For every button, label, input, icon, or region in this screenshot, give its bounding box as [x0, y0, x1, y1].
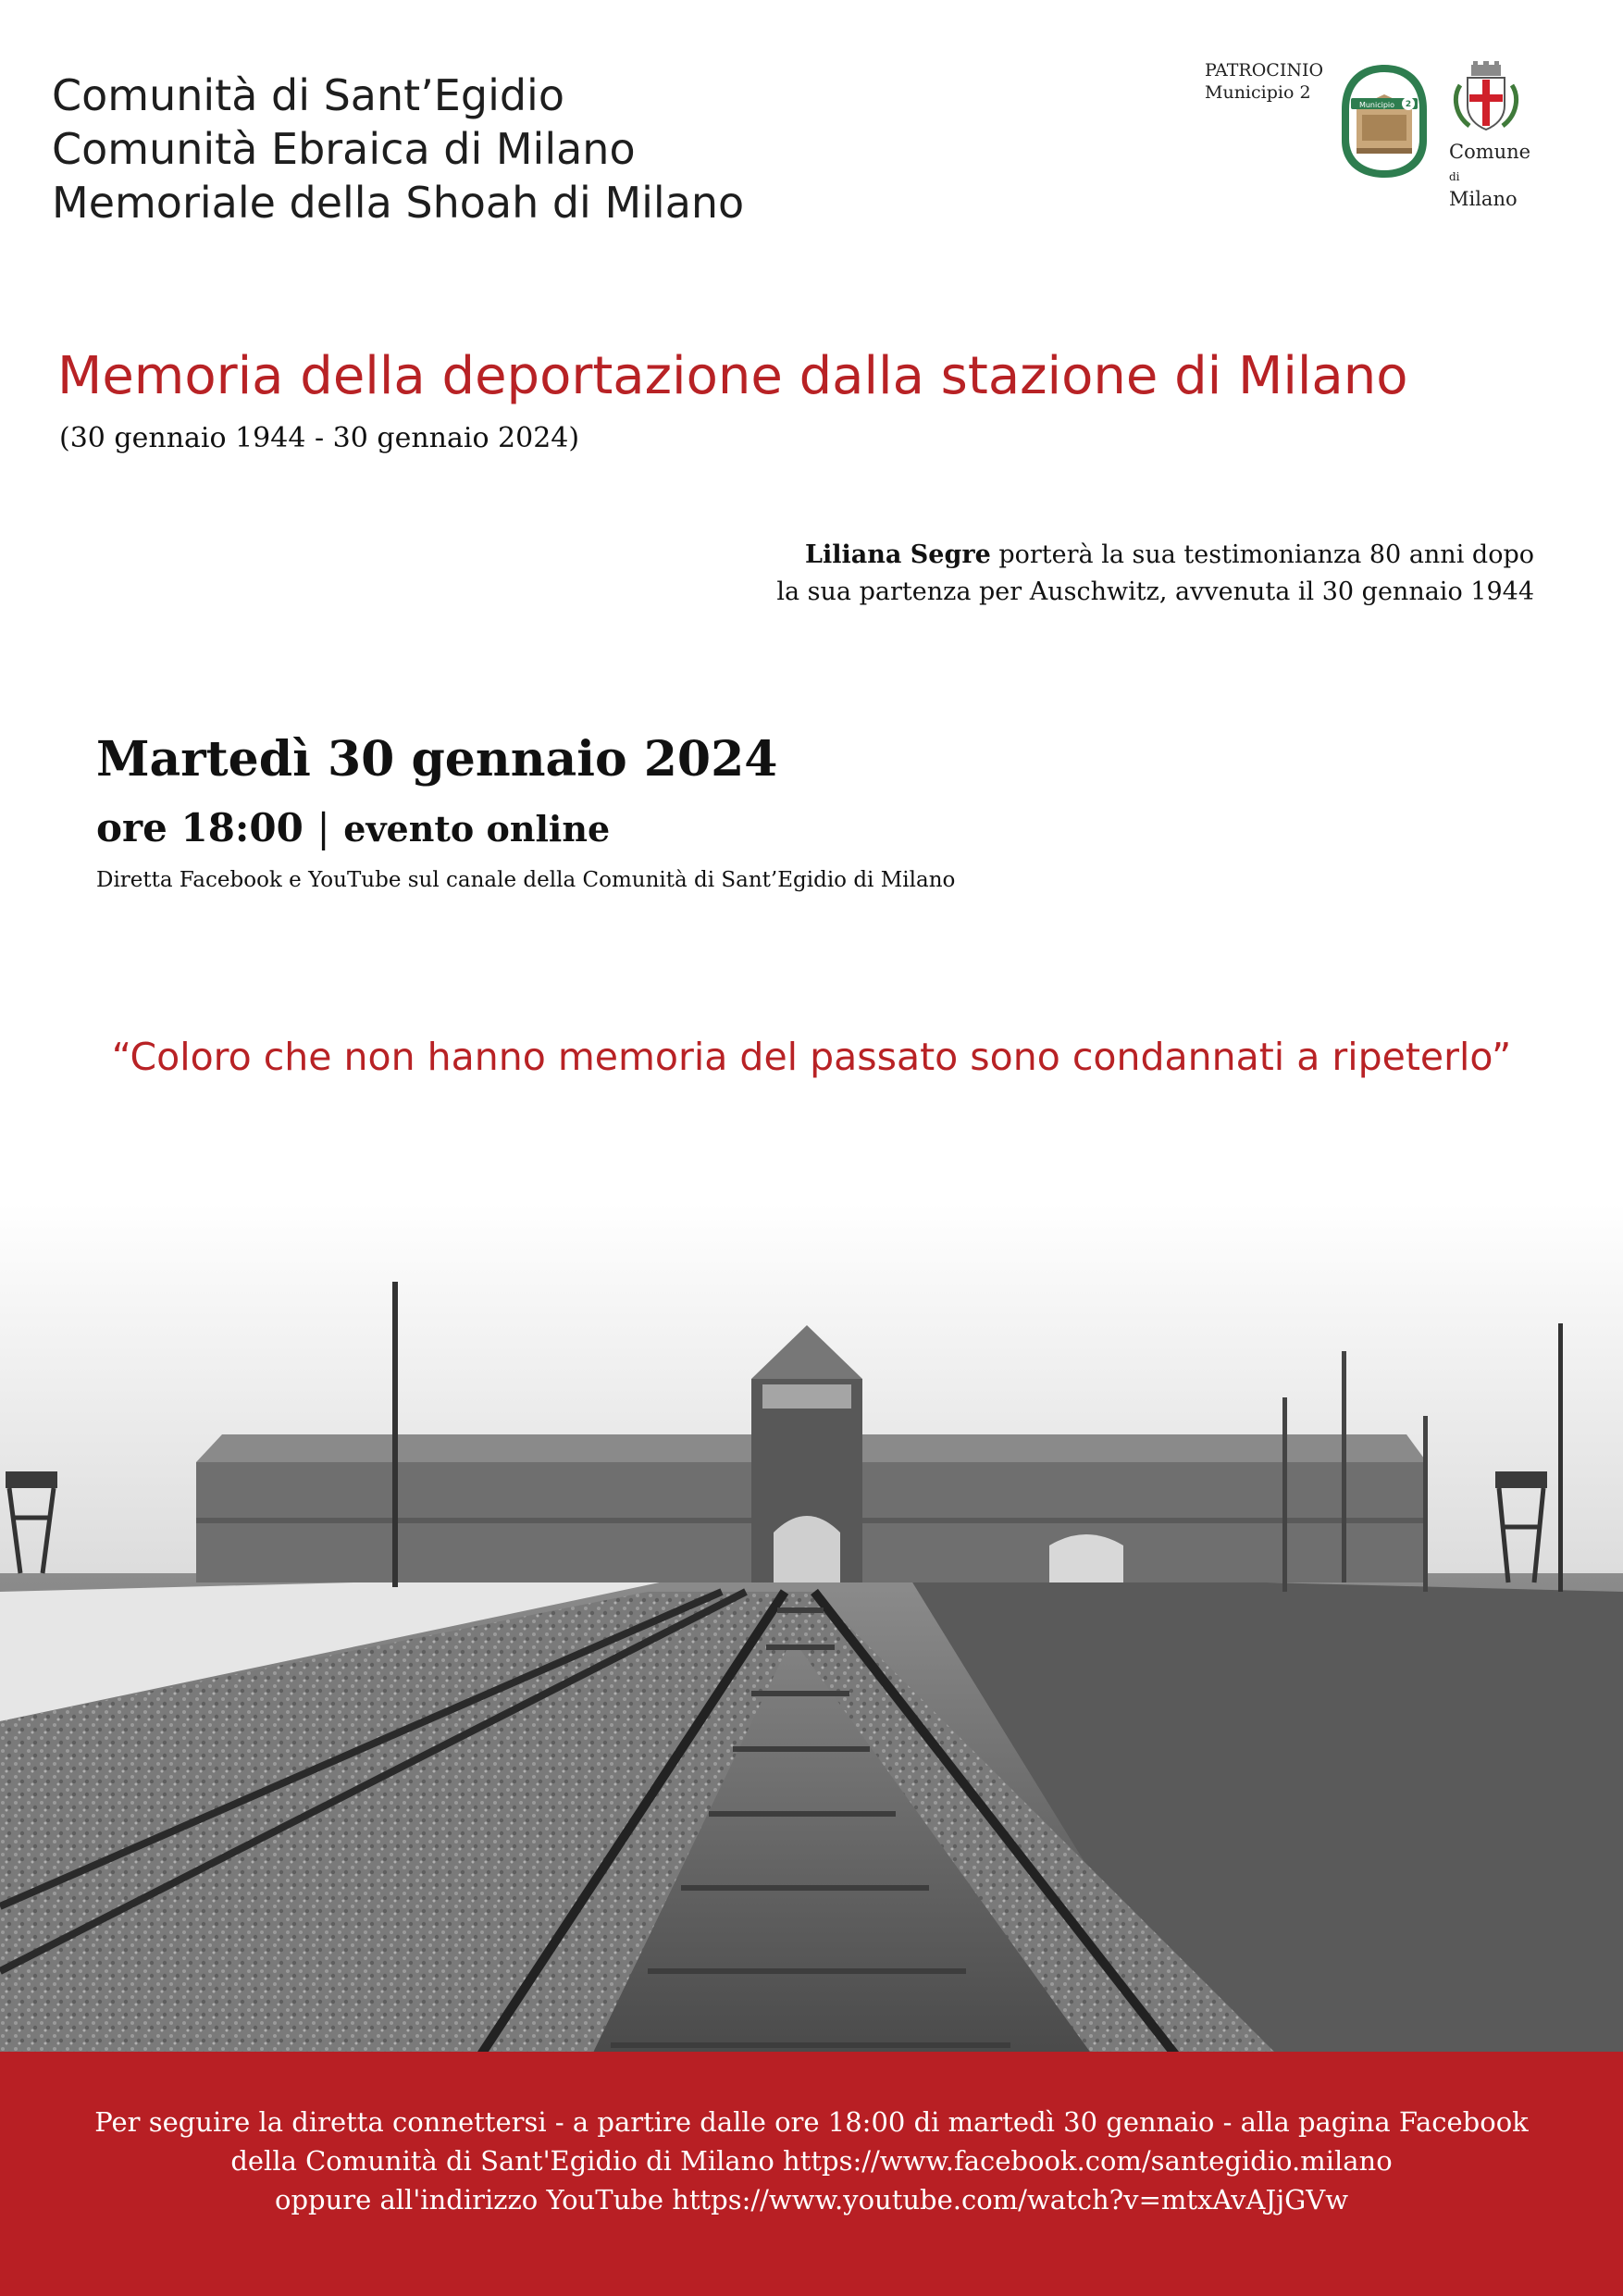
streaming-info: Diretta Facebook e YouTube sul canale della Comunità di Sant’Egidio di Milano: [96, 868, 956, 892]
footer-line-1: Per seguire la diretta connettersi - a partire dalle ore 18:00 di martedì 30 gennaio - alla pagina Facebook: [94, 2106, 1529, 2138]
patronage-municipio: Municipio 2: [1205, 82, 1311, 103]
footer-text: [0, 2103, 1623, 2219]
comune-name: Milano: [1449, 188, 1518, 210]
municipio-2-logo: [1338, 61, 1431, 181]
event-dates: (30 gennaio 1944 - 30 gennaio 2024): [59, 422, 580, 454]
comune-di-milano-label: Comune di Milano: [1449, 141, 1531, 210]
memorial-quote: “Coloro che non hanno memoria del passato sono condannati a ripeterlo”: [111, 1035, 1512, 1079]
event-mode: evento online: [343, 808, 611, 850]
footer-line-2: della Comunità di Sant'Egidio di Milano https://www.facebook.com/santegidio.milano: [230, 2145, 1393, 2177]
event-title: Memoria della deportazione dalla stazione di Milano: [57, 346, 1408, 406]
event-date: Martedì 30 gennaio 2024: [96, 731, 778, 788]
footer-line-3: oppure all'indirizzo YouTube https://www.youtube.com/watch?v=mtxAvAJjGVw: [274, 2184, 1349, 2215]
municipio-logo-number: 2: [1405, 100, 1412, 109]
organizer-santegidio: Comunità di Sant’Egidio: [52, 70, 564, 120]
testimony-name: Liliana Segre: [805, 540, 991, 569]
patronage-title: PATROCINIO: [1205, 60, 1324, 81]
organizers-list: [52, 68, 744, 230]
railway-gate-photo: [0, 1203, 1623, 2054]
event-time: ore 18:00 | evento online: [96, 805, 611, 850]
patronage-label: [1205, 59, 1323, 104]
comune-di-milano-crest: [1449, 57, 1523, 137]
organizer-comunita-ebraica: Comunità Ebraica di Milano: [52, 124, 636, 174]
organizer-memoriale-shoah: Memoriale della Shoah di Milano: [52, 178, 745, 228]
testimony-note: Liliana Segre porterà la sua testimonianza 80 anni dopo la sua partenza per Auschwitz, avvenuta il 30 gennaio 1944: [776, 540, 1534, 606]
municipio-logo-text: Municipio: [1358, 101, 1395, 109]
